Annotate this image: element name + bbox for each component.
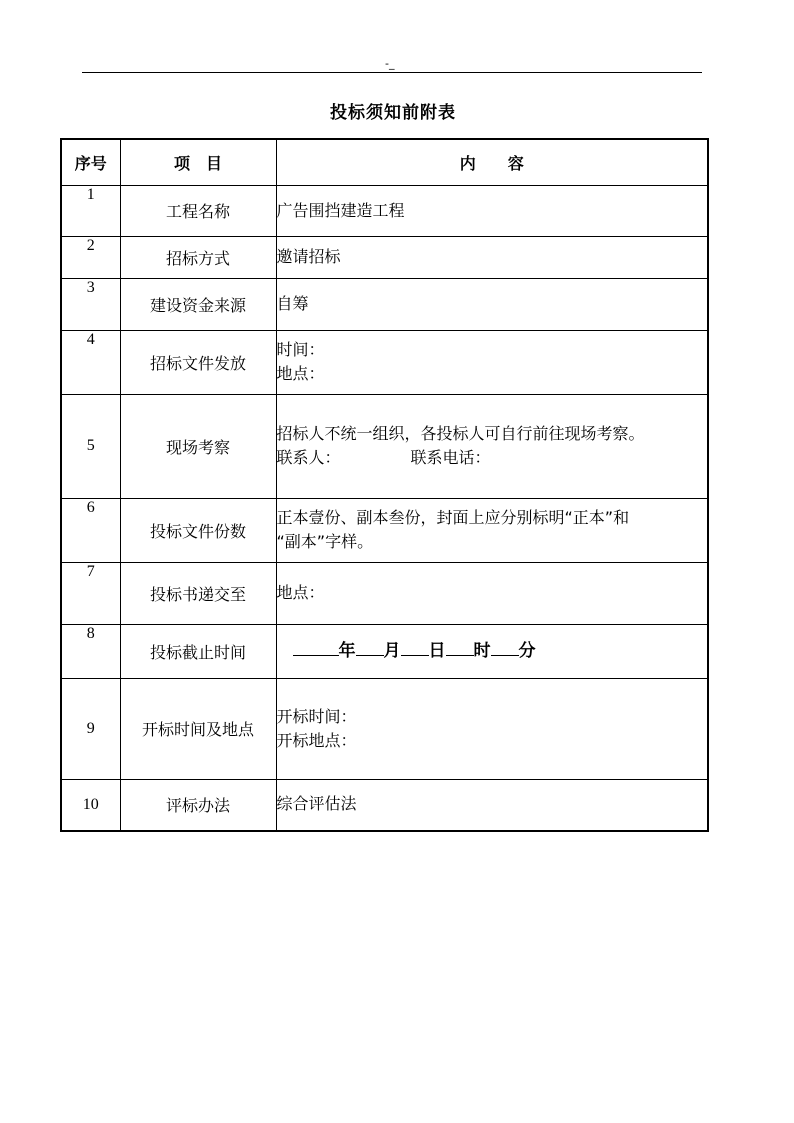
document-title: 投标须知前附表 — [330, 103, 456, 123]
minute-unit: 分 — [518, 641, 536, 661]
header-item: 项 目 — [120, 139, 276, 185]
row-number: 7 — [61, 562, 120, 624]
row-item: 现场考察 — [120, 394, 276, 498]
row-number: 2 — [61, 236, 120, 278]
header-content: 内 容 — [276, 139, 708, 185]
row-item: 工程名称 — [120, 185, 276, 236]
deadline-blanks — [277, 641, 536, 661]
table-header-row — [61, 139, 708, 185]
content-line: “副本”字样。 — [276, 532, 374, 551]
table-row — [61, 562, 708, 624]
row-item: 投标截止时间 — [120, 624, 276, 678]
content-line: 地点： — [276, 583, 325, 602]
row-content — [276, 330, 708, 394]
row-number: 9 — [61, 678, 120, 779]
row-content — [276, 236, 708, 278]
row-content — [276, 185, 708, 236]
month-blank — [356, 641, 384, 656]
table-row — [61, 678, 708, 779]
year-unit: 年 — [338, 641, 356, 661]
row-number: 10 — [61, 779, 120, 831]
row-content — [276, 779, 708, 831]
phone-label: 联系电话： — [410, 448, 491, 467]
table-row — [61, 185, 708, 236]
month-unit: 月 — [383, 641, 401, 661]
row-number: 1 — [61, 185, 120, 236]
table-row — [61, 330, 708, 394]
page-header-mark: -_ — [385, 57, 395, 70]
content-line: 时间： — [276, 340, 325, 359]
table-row — [61, 779, 708, 831]
table-row — [61, 498, 708, 562]
content-line: 开标地点： — [276, 730, 357, 750]
day-blank — [401, 641, 429, 656]
table-row — [61, 236, 708, 278]
table-row — [61, 278, 708, 330]
header-rule — [82, 72, 702, 73]
row-item: 开标时间及地点 — [120, 678, 276, 779]
content-line: 招标人不统一组织，各投标人可自行前往现场考察。 — [276, 424, 645, 443]
row-number: 8 — [61, 624, 120, 678]
row-content — [276, 498, 708, 562]
row-number: 5 — [61, 394, 120, 498]
row-item: 建设资金来源 — [120, 278, 276, 330]
content-line: 综合评估法 — [276, 793, 357, 813]
hour-unit: 时 — [473, 641, 491, 661]
header-serial: 序号 — [61, 139, 120, 185]
contact-line — [277, 446, 708, 470]
contact-label: 联系人： — [276, 448, 341, 467]
hour-blank — [446, 641, 474, 656]
day-unit: 日 — [428, 641, 446, 661]
row-number: 3 — [61, 278, 120, 330]
row-number: 4 — [61, 330, 120, 394]
row-content — [276, 278, 708, 330]
row-item: 招标方式 — [120, 236, 276, 278]
row-content — [276, 678, 708, 779]
row-item: 招标文件发放 — [120, 330, 276, 394]
row-number: 6 — [61, 498, 120, 562]
table-row — [61, 394, 708, 498]
content-line: 地点： — [276, 364, 325, 383]
year-blank — [293, 641, 339, 656]
row-content — [276, 394, 708, 498]
row-item: 投标书递交至 — [120, 562, 276, 624]
table-row — [61, 624, 708, 678]
content-line: 邀请招标 — [276, 247, 341, 266]
minute-blank — [491, 641, 519, 656]
content-line: 开标时间： — [276, 706, 357, 726]
content-line: 自筹 — [276, 294, 309, 313]
row-content — [276, 624, 708, 678]
row-content — [276, 562, 708, 624]
row-item: 评标办法 — [120, 779, 276, 831]
row-item: 投标文件份数 — [120, 498, 276, 562]
tender-notice-table — [60, 138, 709, 832]
content-line: 广告围挡建造工程 — [276, 200, 405, 220]
content-line: 正本壹份、副本叁份，封面上应分别标明“正本”和 — [276, 508, 630, 527]
